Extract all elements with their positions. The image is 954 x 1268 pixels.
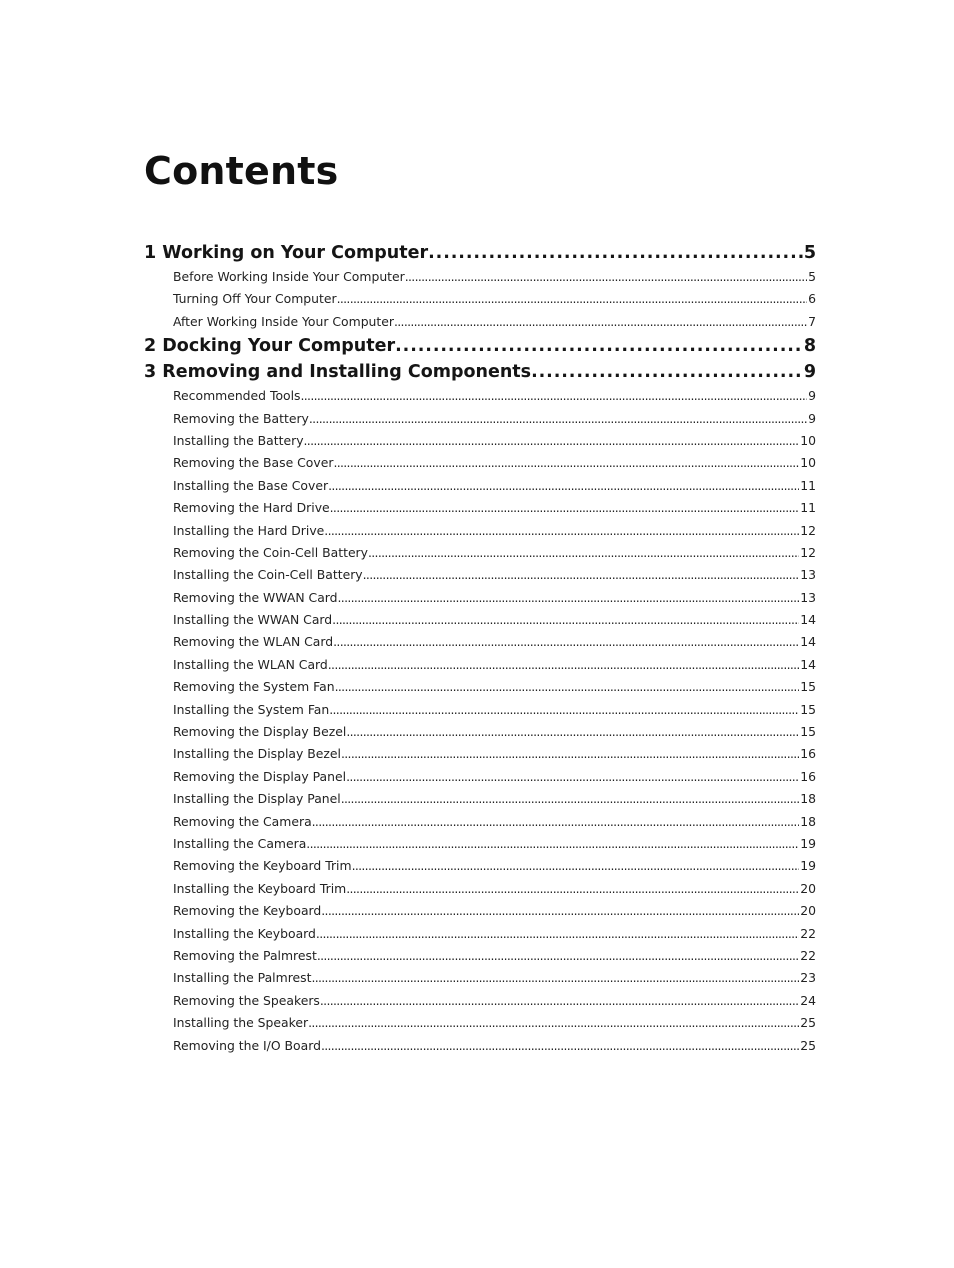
toc-section-title: Installing the WLAN Card xyxy=(173,656,328,672)
dot-leader xyxy=(304,430,800,452)
toc-section-title: Removing the Camera xyxy=(173,813,312,829)
dot-leader xyxy=(395,333,803,359)
dot-leader xyxy=(330,497,800,519)
toc-section-entry[interactable] xyxy=(144,900,816,922)
toc-section-entry[interactable] xyxy=(144,564,816,586)
table-of-contents xyxy=(144,240,816,1057)
toc-section-page-number: 14 xyxy=(800,656,816,672)
toc-chapter xyxy=(144,240,816,333)
toc-chapter-page-number: 8 xyxy=(803,336,816,357)
toc-section-entry[interactable] xyxy=(144,721,816,743)
toc-section-title: Installing the Speaker xyxy=(173,1015,309,1031)
toc-chapter-entry[interactable] xyxy=(144,359,816,385)
dot-leader xyxy=(332,609,799,631)
dot-leader xyxy=(337,288,808,310)
toc-section-title: Removing the Coin-Cell Battery xyxy=(173,544,368,560)
toc-chapter-title: 3 Removing and Installing Components xyxy=(144,362,532,383)
toc-section-title: Removing the Display Bezel xyxy=(173,724,347,740)
toc-chapter-title: 2 Docking Your Computer xyxy=(144,336,396,357)
toc-section-entry[interactable] xyxy=(144,587,816,609)
toc-chapter-page-number: 9 xyxy=(803,362,816,383)
toc-section-entry[interactable] xyxy=(144,699,816,721)
dot-leader xyxy=(368,542,799,564)
dot-leader xyxy=(324,520,799,542)
dot-leader xyxy=(352,855,800,877)
toc-section-title: Removing the Base Cover xyxy=(173,455,334,471)
toc-section-title: Removing the Palmrest xyxy=(173,947,317,963)
toc-section-page-number: 24 xyxy=(800,992,816,1008)
toc-section-title: Removing the WLAN Card xyxy=(173,634,334,650)
dot-leader xyxy=(317,945,799,967)
toc-section-title: Installing the WWAN Card xyxy=(173,612,333,628)
toc-section-title: Installing the Palmrest xyxy=(173,970,312,986)
toc-section-title: Installing the Camera xyxy=(173,835,307,851)
toc-section-page-number: 25 xyxy=(800,1037,816,1053)
toc-section-list xyxy=(144,385,816,1057)
dot-leader xyxy=(346,721,799,743)
dot-leader xyxy=(346,878,799,900)
toc-section-entry[interactable] xyxy=(144,967,816,989)
dot-leader xyxy=(394,311,807,333)
dot-leader xyxy=(428,240,803,266)
toc-section-entry[interactable] xyxy=(144,475,816,497)
toc-section-page-number: 12 xyxy=(800,544,816,560)
dot-leader xyxy=(301,385,808,407)
toc-section-title: Removing the Speakers xyxy=(173,992,320,1008)
toc-section-title: Installing the Base Cover xyxy=(173,477,329,493)
toc-section-entry[interactable] xyxy=(144,788,816,810)
toc-section-page-number: 20 xyxy=(800,880,816,896)
dot-leader xyxy=(306,833,799,855)
toc-section-page-number: 7 xyxy=(808,313,816,329)
dot-leader xyxy=(328,475,799,497)
page-title: Contents xyxy=(144,149,339,193)
toc-chapter-entry[interactable] xyxy=(144,240,816,266)
dot-leader xyxy=(321,900,799,922)
toc-section-entry[interactable] xyxy=(144,1012,816,1034)
toc-section-title: Removing the Keyboard Trim xyxy=(173,858,352,874)
toc-section-entry[interactable] xyxy=(144,878,816,900)
toc-section-page-number: 23 xyxy=(800,970,816,986)
toc-section-entry[interactable] xyxy=(144,855,816,877)
toc-section-title: Removing the WWAN Card xyxy=(173,589,338,605)
dot-leader xyxy=(341,743,799,765)
toc-section-title: Removing the Display Panel xyxy=(173,768,347,784)
toc-section-title: Removing the Battery xyxy=(173,410,309,426)
toc-section-entry[interactable] xyxy=(144,631,816,653)
toc-section-title: Installing the Keyboard xyxy=(173,925,316,941)
toc-section-title: Removing the System Fan xyxy=(173,679,335,695)
dot-leader xyxy=(335,676,800,698)
toc-section-page-number: 10 xyxy=(800,455,816,471)
toc-section-page-number: 22 xyxy=(800,947,816,963)
toc-section-entry[interactable] xyxy=(144,1035,816,1057)
toc-section-page-number: 14 xyxy=(800,612,816,628)
toc-section-title: Installing the Coin-Cell Battery xyxy=(173,567,363,583)
dot-leader xyxy=(320,990,799,1012)
toc-section-entry[interactable] xyxy=(144,497,816,519)
toc-section-entry[interactable] xyxy=(144,609,816,631)
dot-leader xyxy=(308,1012,799,1034)
toc-section-page-number: 18 xyxy=(800,791,816,807)
toc-section-title: Turning Off Your Computer xyxy=(173,291,337,307)
toc-section-entry[interactable] xyxy=(144,923,816,945)
dot-leader xyxy=(311,967,799,989)
toc-section-title: Removing the Keyboard xyxy=(173,903,322,919)
toc-section-entry[interactable] xyxy=(144,743,816,765)
dot-leader xyxy=(309,408,807,430)
toc-section-entry[interactable] xyxy=(144,811,816,833)
toc-chapter xyxy=(144,333,816,359)
toc-section-title: Installing the System Fan xyxy=(173,701,330,717)
toc-section-entry[interactable] xyxy=(144,542,816,564)
toc-section-page-number: 9 xyxy=(808,388,816,404)
toc-section-entry[interactable] xyxy=(144,288,816,310)
toc-section-page-number: 6 xyxy=(808,291,816,307)
toc-section-title: After Working Inside Your Computer xyxy=(173,313,394,329)
toc-section-page-number: 11 xyxy=(800,477,816,493)
toc-section-page-number: 10 xyxy=(800,432,816,448)
toc-section-page-number: 15 xyxy=(800,724,816,740)
toc-section-page-number: 11 xyxy=(800,500,816,516)
dot-leader xyxy=(346,766,799,788)
toc-section-page-number: 19 xyxy=(800,858,816,874)
dot-leader xyxy=(321,1035,799,1057)
toc-section-title: Recommended Tools xyxy=(173,388,301,404)
dot-leader xyxy=(363,564,800,586)
toc-section-entry[interactable] xyxy=(144,452,816,474)
toc-section-entry[interactable] xyxy=(144,408,816,430)
toc-section-title: Installing the Display Bezel xyxy=(173,746,341,762)
toc-section-page-number: 19 xyxy=(800,835,816,851)
dot-leader xyxy=(333,452,799,474)
toc-section-page-number: 12 xyxy=(800,522,816,538)
toc-chapter xyxy=(144,359,816,1057)
toc-section-title: Installing the Display Panel xyxy=(173,791,341,807)
toc-section-entry[interactable] xyxy=(144,654,816,676)
dot-leader xyxy=(341,788,800,810)
dot-leader xyxy=(328,654,799,676)
toc-section-title: Installing the Hard Drive xyxy=(173,522,325,538)
toc-section-list xyxy=(144,266,816,333)
toc-chapter-entry[interactable] xyxy=(144,333,816,359)
toc-section-page-number: 9 xyxy=(808,410,816,426)
toc-section-title: Installing the Keyboard Trim xyxy=(173,880,347,896)
toc-section-page-number: 16 xyxy=(800,768,816,784)
toc-section-entry[interactable] xyxy=(144,833,816,855)
dot-leader xyxy=(338,587,800,609)
dot-leader xyxy=(333,631,799,653)
toc-section-page-number: 15 xyxy=(800,701,816,717)
toc-section-entry[interactable] xyxy=(144,766,816,788)
toc-section-entry[interactable] xyxy=(144,430,816,452)
toc-section-entry[interactable] xyxy=(144,266,816,288)
toc-section-page-number: 22 xyxy=(800,925,816,941)
toc-section-title: Removing the I/O Board xyxy=(173,1037,321,1053)
toc-section-title: Installing the Battery xyxy=(173,432,304,448)
toc-section-page-number: 16 xyxy=(800,746,816,762)
toc-section-entry[interactable] xyxy=(144,385,816,407)
toc-section-entry[interactable] xyxy=(144,945,816,967)
toc-section-page-number: 25 xyxy=(800,1015,816,1031)
toc-section-entry[interactable] xyxy=(144,520,816,542)
toc-chapter-title: 1 Working on Your Computer xyxy=(144,243,429,263)
toc-section-entry[interactable] xyxy=(144,676,816,698)
toc-section-entry[interactable] xyxy=(144,990,816,1012)
toc-section-page-number: 13 xyxy=(800,567,816,583)
toc-section-entry[interactable] xyxy=(144,311,816,333)
dot-leader xyxy=(329,699,799,721)
dot-leader xyxy=(312,811,800,833)
toc-section-title: Removing the Hard Drive xyxy=(173,500,330,516)
toc-section-page-number: 13 xyxy=(800,589,816,605)
toc-section-page-number: 14 xyxy=(800,634,816,650)
toc-section-title: Before Working Inside Your Computer xyxy=(173,269,405,284)
toc-section-page-number: 20 xyxy=(800,903,816,919)
toc-section-page-number: 18 xyxy=(800,813,816,829)
toc-section-page-number: 15 xyxy=(800,679,816,695)
dot-leader xyxy=(316,923,799,945)
dot-leader xyxy=(405,266,807,288)
dot-leader xyxy=(531,359,803,385)
toc-section-page-number: 5 xyxy=(808,269,816,284)
toc-chapter-page-number: 5 xyxy=(803,243,816,263)
